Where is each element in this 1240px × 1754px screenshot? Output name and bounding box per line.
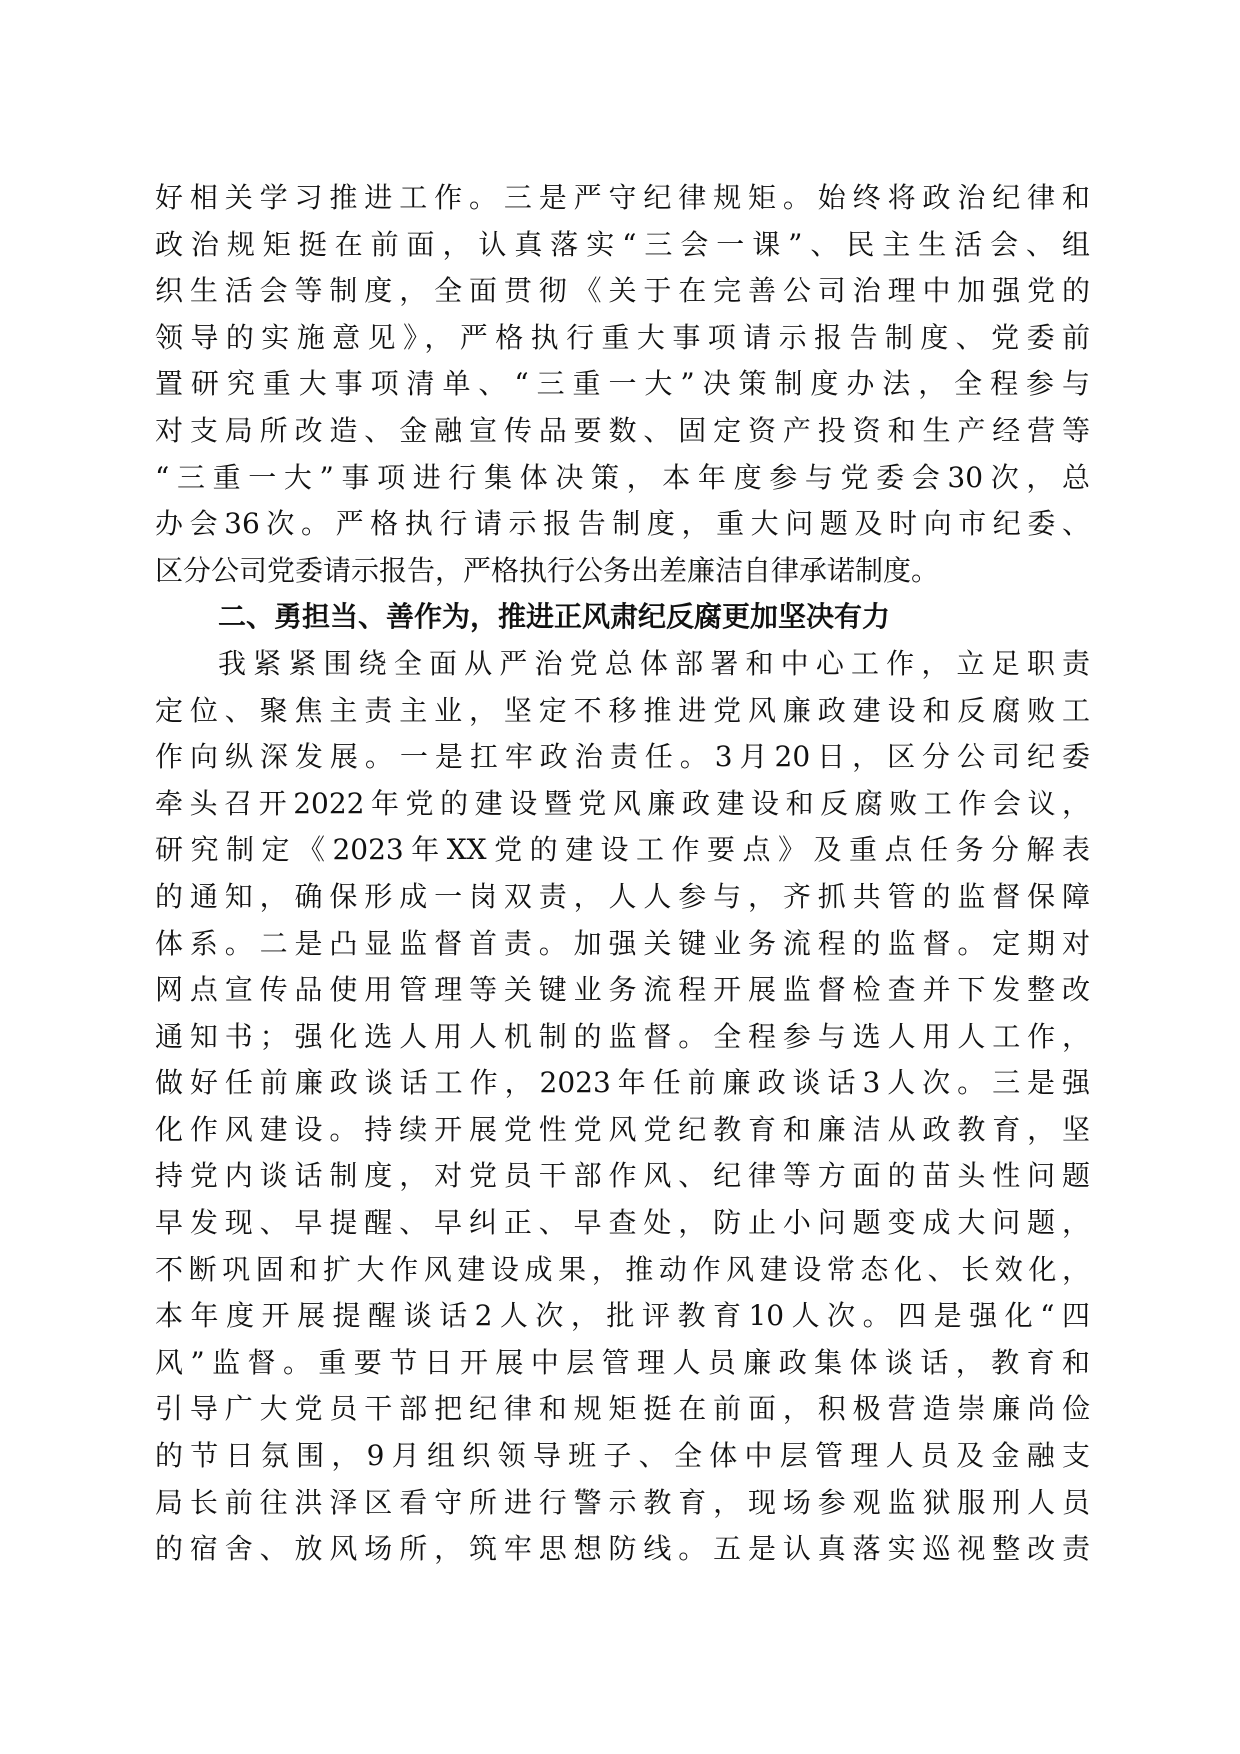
text-line: 办会36次。严格执行请示报告制度，重大问题及时向市纪委、 — [155, 507, 1090, 541]
section-heading: 二、勇担当、善作为，推进正风肃纪反腐更加坚决有力 — [218, 600, 891, 634]
text-line: 不断巩固和扩大作风建设成果，推动作风建设常态化、长效化， — [155, 1252, 1090, 1286]
text-line: 我紧紧围绕全面从严治党总体部署和中心工作，立足职责 — [218, 646, 1090, 680]
document-page — [155, 175, 1090, 1573]
text-line: 的节日氛围，9月组织领导班子、全体中层管理人员及金融支 — [155, 1439, 1090, 1473]
text-line: 网点宣传品使用管理等关键业务流程开展监督检查并下发整改 — [155, 973, 1090, 1007]
text-line: 对支局所改造、金融宣传品要数、固定资产投资和生产经营等 — [155, 413, 1090, 447]
text-line: 的通知，确保形成一岗双责，人人参与，齐抓共管的监督保障 — [155, 879, 1090, 913]
text-line: 区分公司党委请示报告，严格执行公务出差廉洁自律承诺制度。 — [155, 553, 940, 587]
text-line: 研究制定《2023年XX党的建设工作要点》及重点任务分解表 — [155, 833, 1090, 867]
text-line: 的宿舍、放风场所，筑牢思想防线。五是认真落实巡视整改责 — [155, 1532, 1090, 1566]
text-line: 做好任前廉政谈话工作，2023年任前廉政谈话3人次。三是强 — [155, 1066, 1090, 1100]
text-line: “三重一大”事项进行集体决策，本年度参与党委会30次，总 — [155, 460, 1090, 494]
text-line: 好相关学习推进工作。三是严守纪律规矩。始终将政治纪律和 — [155, 181, 1090, 214]
text-line: 领导的实施意见》，严格执行重大事项请示报告制度、党委前 — [155, 320, 1090, 354]
text-line: 作向纵深发展。一是扛牢政治责任。3月20日，区分公司纪委 — [155, 740, 1090, 774]
text-line: 牵头召开2022年党的建设暨党风廉政建设和反腐败工作会议， — [155, 786, 1090, 820]
paragraph-2 — [155, 641, 1090, 1573]
text-line: 风”监督。重要节日开展中层管理人员廉政集体谈话，教育和 — [155, 1345, 1090, 1379]
text-line: 化作风建设。持续开展党性党风党纪教育和廉洁从政教育，坚 — [155, 1112, 1090, 1146]
text-line: 本年度开展提醒谈话2人次，批评教育10人次。四是强化“四 — [155, 1299, 1090, 1333]
text-line: 置研究重大事项清单、“三重一大”决策制度办法，全程参与 — [155, 367, 1090, 401]
text-line: 局长前往洪泽区看守所进行警示教育，现场参观监狱服刑人员 — [155, 1485, 1090, 1519]
text-line: 早发现、早提醒、早纠正、早查处，防止小问题变成大问题， — [155, 1206, 1090, 1240]
text-line: 引导广大党员干部把纪律和规矩挺在前面，积极营造崇廉尚俭 — [155, 1392, 1090, 1426]
paragraph-1 — [155, 175, 1090, 594]
text-line: 体系。二是凸显监督首责。加强关键业务流程的监督。定期对 — [155, 926, 1090, 960]
text-line: 织生活会等制度，全面贯彻《关于在完善公司治理中加强党的 — [155, 274, 1090, 308]
text-line: 定位、聚焦主责主业，坚定不移推进党风廉政建设和反腐败工 — [155, 693, 1090, 727]
text-line: 持党内谈话制度，对党员干部作风、纪律等方面的苗头性问题 — [155, 1159, 1090, 1193]
text-line: 通知书；强化选人用人机制的监督。全程参与选人用人工作， — [155, 1019, 1090, 1053]
text-line: 政治规矩挺在前面，认真落实“三会一课”、民主生活会、组 — [155, 227, 1090, 261]
